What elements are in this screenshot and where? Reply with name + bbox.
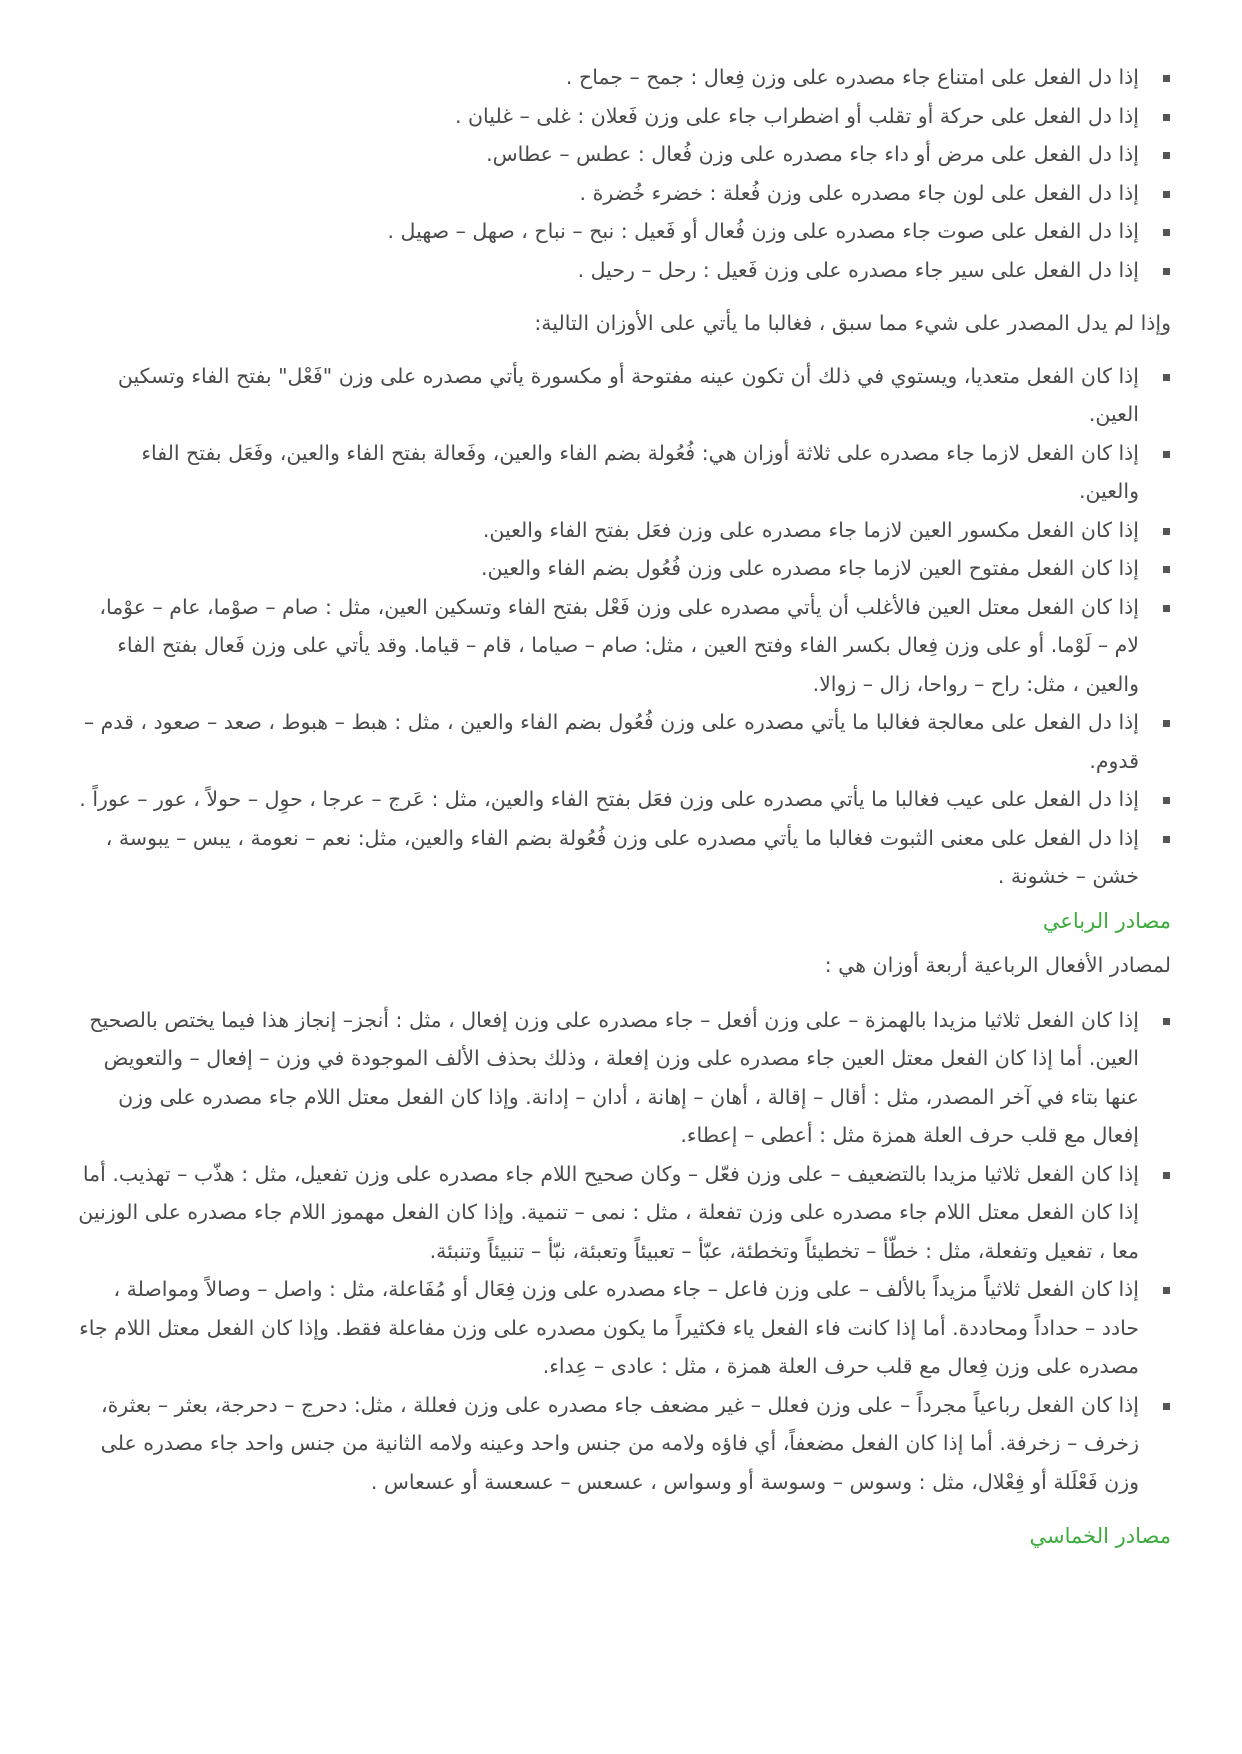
list-item: إذا كان الفعل لازما جاء مصدره على ثلاثة أوزان هي: فُعُولة بضم الفاء والعين، وفَعالة بفتح الفاء والعين، وفَعَل بفتح الفاء والعين. [76,434,1139,511]
section-heading-quadriliteral: مصادر الرباعي [1042,908,1171,933]
list-item: إذا دل الفعل على صوت جاء مصدره على وزن فُعال أو فَعيل : نبح – نباح ، صهل – صهيل . [76,212,1139,251]
list-item: إذا كان الفعل ثلاثيا مزيدا بالهمزة – على وزن أفعل – جاء مصدره على وزن إفعال ، مثل : أنجز– إنجاز هذا فيما يختص بالصحيح العين. أما إذا كان الفعل معتل العين جاء مصدره على وزن إفعلة ، وذلك بحذف الألف الموجودة في وزن – إفعال – والتعويض عنها بتاء في آخر المصدر، مثل : أقال – إقالة ، أهان – إهانة ، أدان – إدانة. وإذا كان الفعل معتل اللام جاء مصدره على وزن إفعال مع قلب حرف العلة همزة مثل : أعطى – إعطاء. [76,1001,1139,1155]
list-item: إذا كان الفعل ثلاثياً مزيداً بالألف – على وزن فاعل – جاء مصدره على وزن فِعَال أو مُفَاعلة، مثل : واصل – وصالاً ومواصلة ، حادد – حداداً ومحاددة. أما إذا كانت فاء الفعل ياء فكثيراً ما يكون مصدره على وزن مفاعلة فقط. وإذا كان الفعل معتل اللام جاء مصدره على وزن فِعال مع قلب حرف العلة همزة ، مثل : عادى – عِداء. [76,1270,1139,1386]
list-item: إذا دل الفعل على امتناع جاء مصدره على وزن فِعال : جمح – جماح . [76,58,1139,97]
spacer [76,1501,1171,1517]
bullet-list-default-patterns [76,357,1171,896]
intro-paragraph: وإذا لم يدل المصدر على شيء مما سبق ، فغالبا ما يأتي على الأوزان التالية: [534,311,1171,335]
list-item: إذا دل الفعل على سير جاء مصدره على وزن فَعيل : رحل – رحيل . [76,251,1139,290]
list-item: إذا دل الفعل على عيب فغالبا ما يأتي مصدره على وزن فعَل بفتح الفاء والعين، مثل : عَرج – عرجا ، حوِل – حولاً ، عور – عوراً . [76,780,1139,819]
quadriliteral-intro-paragraph: لمصادر الأفعال الرباعية أربعة أوزان هي : [824,953,1171,977]
list-item: إذا كان الفعل متعديا، ويستوي في ذلك أن تكون عينه مفتوحة أو مكسورة يأتي مصدره على وزن "فَعْل" بفتح الفاء وتسكين العين. [76,357,1139,434]
spacer [76,289,1171,304]
bullet-list-verb-meanings [76,58,1171,289]
list-item: إذا كان الفعل مكسور العين لازما جاء مصدره على وزن فعَل بفتح الفاء والعين. [76,511,1139,550]
list-item: إذا دل الفعل على معالجة فغالبا ما يأتي مصدره على وزن فُعُول بضم الفاء والعين ، مثل : هبط – هبوط ، صعد – صعود ، قدم – قدوم. [76,703,1139,780]
list-item: إذا كان الفعل ثلاثيا مزيدا بالتضعيف – على وزن فعّل – وكان صحيح اللام جاء مصدره على وزن تفعيل، مثل : هذّب – تهذيب. أما إذا كان الفعل معتل اللام جاء مصدره على وزن تفعلة ، مثل : نمى – تنمية. وإذا كان الفعل مهموز اللام جاء مصدره على الوزنين معا ، تفعيل وتفعلة، مثل : خطّأ – تخطيئاً وتخطئة، عبّأ – تعبيئاً وتعبئة، نبّأ – تنبيئاً وتنبئة. [76,1155,1139,1271]
list-item: إذا دل الفعل على لون جاء مصدره على وزن فُعلة : خضرء خُضرة . [76,174,1139,213]
list-item: إذا كان الفعل معتل العين فالأغلب أن يأتي مصدره على وزن فَعْل بفتح الفاء وتسكين العين، مثل : صام – صوْما، عام – عوْما، لام – لَوْما. أو على وزن فِعال بكسر الفاء وفتح العين ، مثل: صام – صياما ، قام – قياما. وقد يأتي على وزن فَعال بفتح الفاء والعين ، مثل: راح – رواحا، زال – زوالا. [76,588,1139,704]
section-heading-quinqueliteral: مصادر الخماسي [1029,1524,1171,1548]
spacer [76,343,1171,357]
bullet-list-quadriliteral [76,1001,1171,1502]
list-item: إذا كان الفعل مفتوح العين لازما جاء مصدره على وزن فُعُول بضم الفاء والعين. [76,549,1139,588]
list-item: إذا كان الفعل رباعياً مجرداً – على وزن فعلل – غير مضعف جاء مصدره على وزن فعللة ، مثل: دحرج – دحرجة، بعثر – بعثرة، زخرف – زخرفة. أما إذا كان الفعل مضعفاً، أي فاؤه ولامه من جنس واحد وعينه ولامه الثانية من جنس واحد جاء مصدره على وزن فَعْلَلة أو فِعْلال، مثل : وسوس – وسوسة أو وسواس ، عسعس – عسعسة أو عسعاس . [76,1386,1139,1502]
spacer [76,985,1171,1001]
list-item: إذا دل الفعل على مرض أو داء جاء مصدره على وزن فُعال : عطس – عطاس. [76,135,1139,174]
list-item: إذا دل الفعل على معنى الثبوت فغالبا ما يأتي مصدره على وزن فُعُولة بضم الفاء والعين، مثل: نعم – نعومة ، يبس – يبوسة ، خشن – خشونة . [76,819,1139,896]
list-item: إذا دل الفعل على حركة أو تقلب أو اضطراب جاء على وزن فَعلان : غلى – غليان . [76,97,1139,136]
